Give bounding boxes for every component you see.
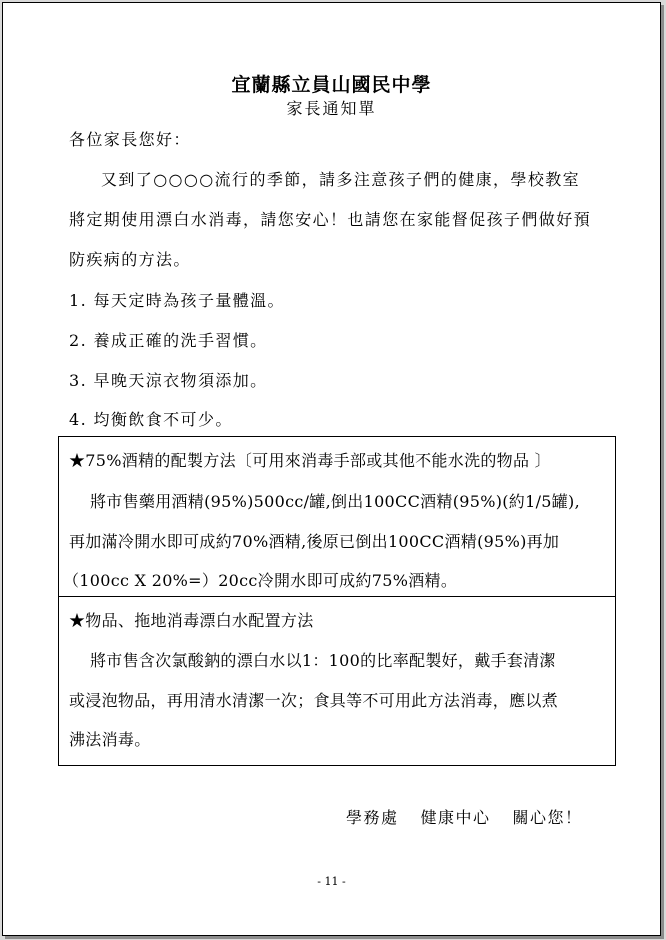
alcohol-heading: ★75%酒精的配製方法〔可用來消毒手部或其他不能水洗的物品 〕: [69, 451, 551, 470]
bleach-line: 沸法消毒。: [69, 730, 151, 749]
document-page: [2, 2, 661, 936]
tip-item: 4. 均衡飲食不可少。: [69, 410, 233, 429]
bleach-method-box: [58, 596, 616, 766]
intro-line: 將定期使用漂白水消毒，請您安心！也請您在家能督促孩子們做好預: [69, 210, 592, 229]
tip-item: 2. 養成正確的洗手習慣。: [69, 331, 268, 350]
alcohol-line: 將市售藥用酒精(95%)500cc/罐,倒出100CC酒精(95%)(約1/5罐),: [90, 492, 580, 511]
bleach-heading: ★物品、拖地消毒漂白水配置方法: [69, 611, 314, 630]
tip-item: 3. 早晚天涼衣物須添加。: [69, 371, 268, 390]
page-number: - 11 -: [317, 875, 346, 888]
center-name: 健康中心: [420, 808, 491, 827]
school-title: 宜蘭縣立員山國民中學: [231, 74, 432, 96]
bleach-line: 或浸泡物品，再用清水清潔一次；食具等不可用此方法消毒，應以煮: [69, 691, 559, 710]
office-name: 學務處: [346, 808, 399, 827]
alcohol-line: （100cc X 20%=）20cc冷開水即可成約75%酒精。: [63, 571, 458, 590]
notice-title: 家長通知單: [286, 99, 377, 118]
intro-line: 又到了○○○○流行的季節，請多注意孩子們的健康，學校教室: [101, 170, 581, 189]
alcohol-line: 再加滿冷開水即可成約70%酒精,後原已倒出100CC酒精(95%)再加: [69, 532, 560, 551]
intro-line: 防疾病的方法。: [69, 250, 191, 269]
bleach-line: 將市售含次氯酸鈉的漂白水以1：100的比率配製好，戴手套清潔: [90, 651, 556, 670]
alcohol-method-box: [58, 436, 616, 597]
closing-text: 關心您！: [512, 808, 583, 827]
tip-item: 1. 每天定時為孩子量體溫。: [69, 291, 285, 310]
signature-line: [346, 805, 605, 828]
greeting: 各位家長您好：: [69, 130, 191, 149]
